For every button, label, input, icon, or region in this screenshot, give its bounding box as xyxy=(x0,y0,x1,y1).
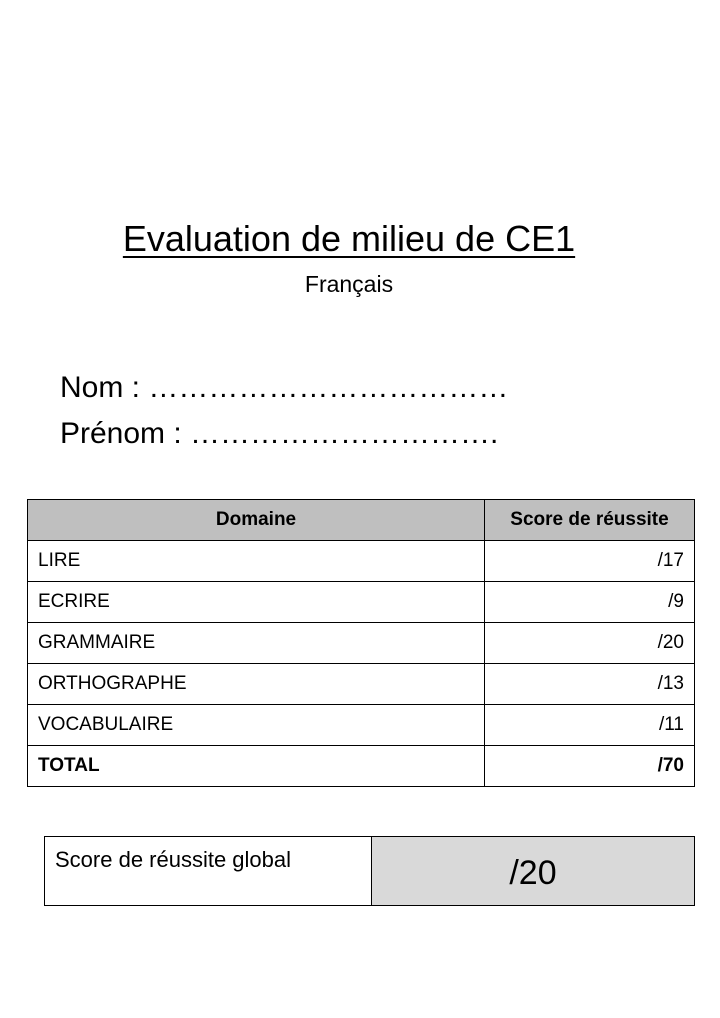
global-score-value: /20 xyxy=(372,837,695,906)
table-row xyxy=(28,705,695,746)
score-table xyxy=(27,499,695,787)
domain-cell: VOCABULAIRE xyxy=(28,705,485,746)
table-row xyxy=(28,664,695,705)
global-score-row xyxy=(45,837,695,906)
total-score: /70 xyxy=(485,746,695,787)
domain-cell: ORTHOGRAPHE xyxy=(28,664,485,705)
domain-cell: LIRE xyxy=(28,541,485,582)
domain-cell: ECRIRE xyxy=(28,582,485,623)
global-score-box xyxy=(44,836,695,906)
score-cell: /20 xyxy=(485,623,695,664)
table-row xyxy=(28,582,695,623)
total-row xyxy=(28,746,695,787)
table-row xyxy=(28,623,695,664)
domain-cell: GRAMMAIRE xyxy=(28,623,485,664)
table-row xyxy=(28,541,695,582)
global-score-label: Score de réussite global xyxy=(45,837,372,906)
score-cell: /11 xyxy=(485,705,695,746)
page-title: Evaluation de milieu de CE1 xyxy=(122,218,576,259)
header-domaine: Domaine xyxy=(28,500,485,541)
prenom-field: Prénom : …………………………. xyxy=(60,417,499,450)
nom-field: Nom : ……………………………… xyxy=(60,371,509,404)
score-cell: /9 xyxy=(485,582,695,623)
score-cell: /13 xyxy=(485,664,695,705)
score-table-header-row xyxy=(28,500,695,541)
score-cell: /17 xyxy=(485,541,695,582)
page-subtitle: Français xyxy=(304,271,394,297)
total-label: TOTAL xyxy=(28,746,485,787)
header-score: Score de réussite xyxy=(485,500,695,541)
